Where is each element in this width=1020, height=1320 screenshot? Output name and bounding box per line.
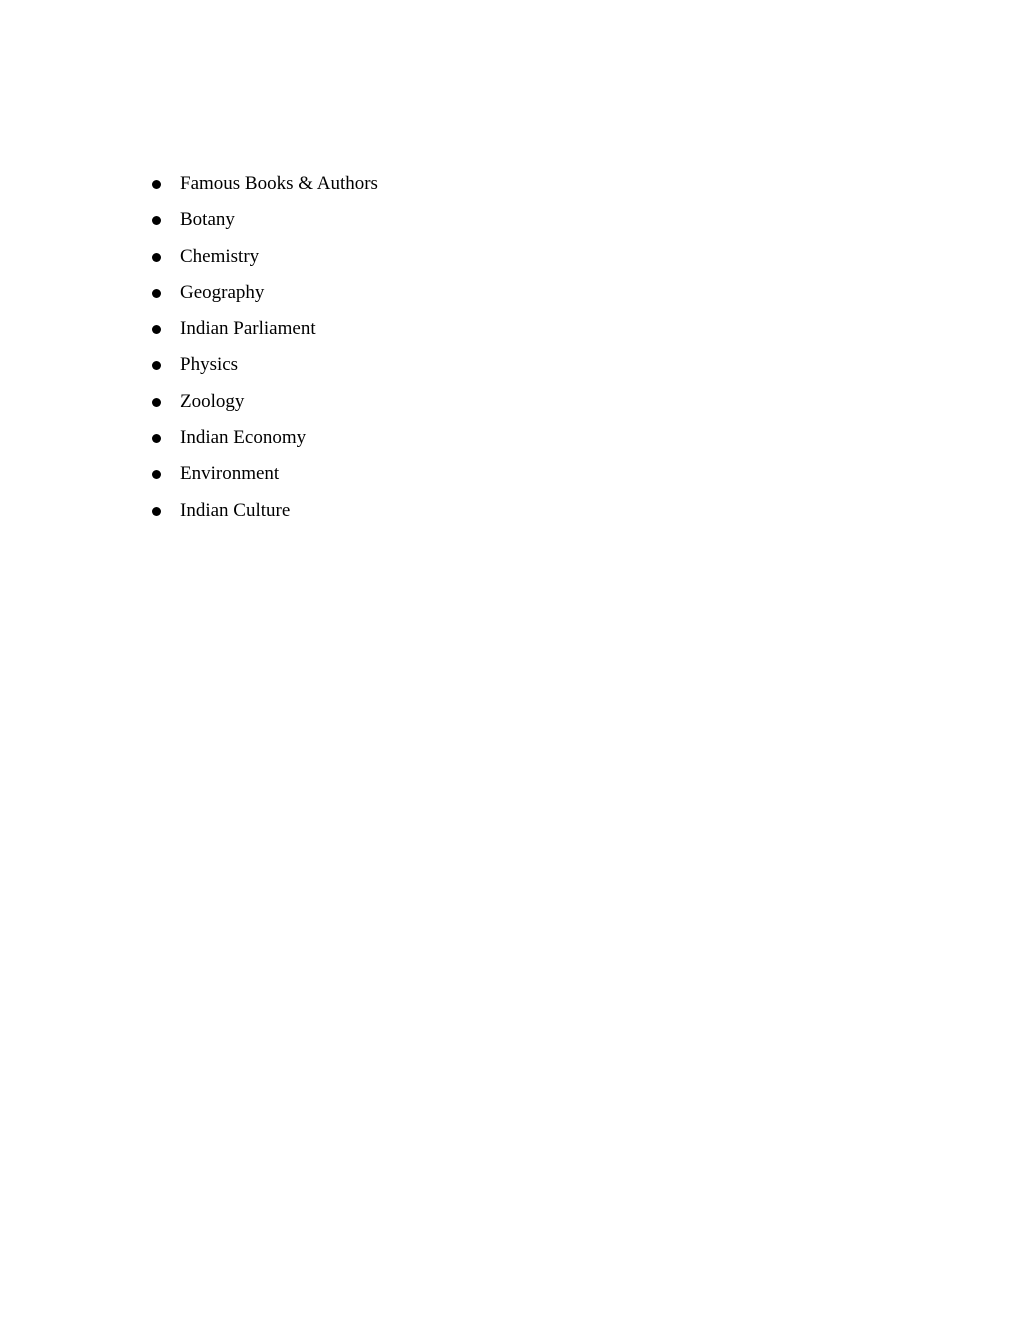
bullet-icon bbox=[152, 434, 161, 443]
bullet-icon bbox=[152, 470, 161, 479]
bullet-icon bbox=[152, 361, 161, 370]
bullet-icon bbox=[152, 398, 161, 407]
list-item-label: Environment bbox=[180, 463, 280, 485]
list-item-label: Indian Parliament bbox=[180, 318, 316, 340]
list-item-label: Indian Culture bbox=[180, 499, 291, 521]
list-item-label: Geography bbox=[180, 281, 265, 303]
list-item-label: Zoology bbox=[180, 390, 245, 412]
bullet-icon bbox=[152, 253, 161, 262]
list-item-label: Physics bbox=[180, 354, 239, 376]
list-item-label: Botany bbox=[180, 209, 235, 231]
list-item-label: Chemistry bbox=[180, 245, 260, 267]
bullet-icon bbox=[152, 325, 161, 334]
bullet-icon bbox=[152, 507, 161, 516]
bullet-icon bbox=[152, 180, 161, 189]
list-item-label: Famous Books & Authors bbox=[180, 173, 378, 194]
bullet-icon bbox=[152, 289, 161, 298]
bullet-icon bbox=[152, 216, 161, 225]
list-item-label: Indian Economy bbox=[180, 427, 307, 449]
